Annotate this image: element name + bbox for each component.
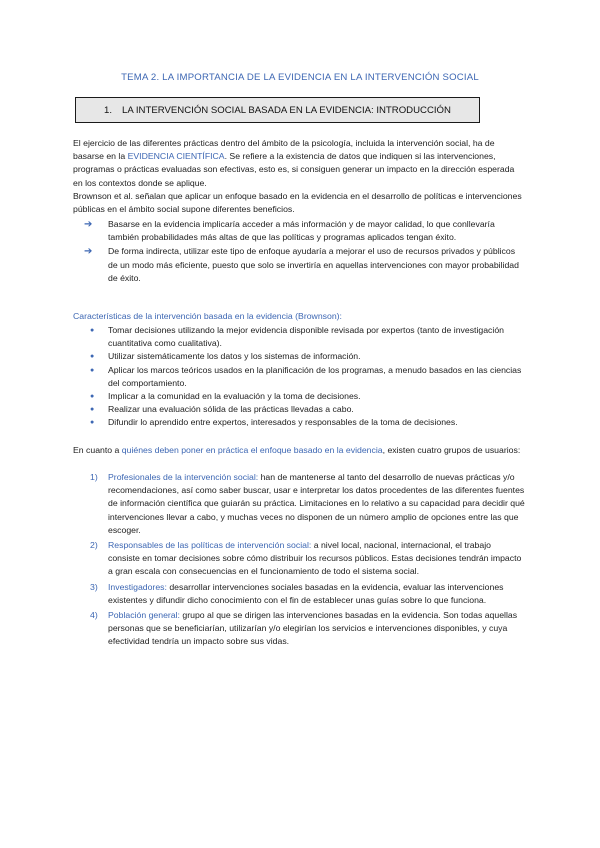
- user-group-text: a nivel local, nacional, internacional, el trabajo consiste en tomar decisiones sobre cómo distribuir los recursos públicos. Estas decisiones tendrán impacto a gran escala con consecuencias en el funcionamiento de todo el sistema social.: [108, 540, 522, 577]
- list-item: [73, 581, 525, 607]
- list-item-text: Aplicar los marcos teóricos usados en la planificación de los programas, a menudo basados en las ciencias del comportamiento.: [108, 364, 522, 388]
- list-item: [73, 245, 525, 285]
- user-groups-list: [73, 471, 525, 651]
- section-heading-label: LA INTERVENCIÓN SOCIAL BASADA EN LA EVIDENCIA: INTRODUCCIÓN: [122, 104, 451, 116]
- section-heading-box: [75, 97, 480, 123]
- list-item-text: Tomar decisiones utilizando la mejor evidencia disponible revisada por expertos (tanto de investigación cuantitativa como cualitativa).: [108, 325, 504, 349]
- list-number: 1): [90, 472, 98, 482]
- list-number: 4): [90, 610, 98, 621]
- list-item-text: Basarse en la evidencia implicaría acceder a más información y de mayor calidad, lo que conllevaría también probabilidades más altas de que las políticas y programas aplicados tengan éxito.: [108, 219, 495, 243]
- arrow-right-icon: ➔: [84, 246, 93, 258]
- list-item-text: De forma indirecta, utilizar este tipo de enfoque ayudaría a mejorar el uso de recursos privados y públicos de un modo más eficiente, puesto que solo se invertiría en aquellas intervenciones con mayor probabilidad de éxito.: [108, 246, 519, 283]
- bullet-dot-icon: ●: [90, 353, 95, 361]
- user-group-text: han de mantenerse al tanto del desarrollo de nuevas prácticas y/o recomendaciones, así como saber buscar, usar e interpretar los datos procedentes de las diferentes fuentes de información científica que guiarán su práctica. Limitaciones en lo relativo a su capacidad para decidir qué intervenciones llevar a cabo, y muchas veces no disponen de un número amplio de opciones entre las que escoger.: [108, 472, 525, 535]
- list-item: [73, 324, 525, 350]
- list-item: [73, 364, 525, 390]
- bullet-dot-icon: ●: [90, 393, 95, 401]
- list-item: [73, 539, 525, 579]
- list-number: 2): [90, 540, 98, 551]
- bullet-dot-icon: ●: [90, 419, 95, 427]
- list-number: 3): [90, 581, 98, 592]
- bullet-dot-icon: ●: [90, 406, 95, 414]
- list-item-text: Implicar a la comunidad en la evaluación y la toma de decisiones.: [108, 391, 361, 402]
- bullet-dot-icon: ●: [90, 366, 95, 374]
- highlight-quienes: quiénes deben poner en práctica el enfoque basado en la evidencia: [121, 445, 383, 455]
- characteristics-list: [73, 324, 525, 430]
- user-group-label: Población general:: [108, 610, 180, 621]
- benefits-list: [73, 218, 525, 286]
- list-item: [73, 218, 525, 244]
- list-item: [73, 390, 525, 403]
- user-group-label: Responsables de las políticas de intervención social:: [108, 540, 312, 551]
- characteristics-heading: Características de la intervención basada en la evidencia (Brownson):: [73, 311, 342, 321]
- users-intro-text-a: En cuanto a: [73, 445, 122, 455]
- arrow-right-icon: ➔: [84, 219, 93, 230]
- user-group-text: desarrollar intervenciones sociales basadas en la evidencia, evaluar las intervenciones existentes y difundir dicho conocimiento con el fin de establecer unas guías sobre lo que funciona.: [108, 581, 504, 605]
- intro-paragraph-2: Brownson et al. señalan que aplicar un enfoque basado en la evidencia en el desarrollo de políticas e intervenciones públicas en el ámbito social supone diferentes beneficios.: [73, 191, 522, 215]
- list-item: [73, 471, 525, 537]
- list-item: [73, 350, 525, 363]
- list-item-text: Difundir lo aprendido entre expertos, interesados y responsables de la toma de decisiones.: [108, 417, 458, 428]
- users-intro-text-b: , existen cuatro grupos de usuarios:: [382, 445, 521, 455]
- list-item-text: Realizar una evaluación sólida de las prácticas llevadas a cabo.: [108, 404, 354, 415]
- list-item: [73, 416, 525, 429]
- intro-paragraph-1: [73, 137, 525, 190]
- intro-text-a: El ejercicio de las diferentes prácticas dentro del ámbito de la psicología, incluida la intervención social, ha de basarse en la: [73, 138, 495, 162]
- users-intro-paragraph: [73, 444, 525, 457]
- bullet-dot-icon: ●: [90, 327, 95, 334]
- section-number: 1.: [104, 104, 113, 116]
- page-title: TEMA 2. LA IMPORTANCIA DE LA EVIDENCIA EN LA INTERVENCIÓN SOCIAL: [121, 72, 479, 83]
- intro-text-b: . Se refiere a la existencia de datos que indiquen si las intervenciones, programas o prácticas evaluadas son efectivas, esto es, si consiguen generar un impacto en la dirección esperada en los contextos donde se aplique.: [73, 151, 515, 188]
- list-item-text: Utilizar sistemáticamente los datos y los sistemas de información.: [108, 351, 361, 362]
- user-group-text: grupo al que se dirigen las intervenciones basadas en la evidencia. Son todas aquellas personas que se beneficiarían, utilizarían y/o elegirían los servicios e intervenciones disponibles, y cuya efectividad tendría un impacto sobre sus vidas.: [108, 610, 518, 647]
- list-item: [73, 403, 525, 416]
- list-item: [73, 609, 525, 649]
- highlight-evidencia-cientifica: EVIDENCIA CIENTÍFICA: [127, 151, 225, 162]
- user-group-label: Investigadores:: [108, 581, 167, 592]
- user-group-label: Profesionales de la intervención social:: [108, 472, 259, 482]
